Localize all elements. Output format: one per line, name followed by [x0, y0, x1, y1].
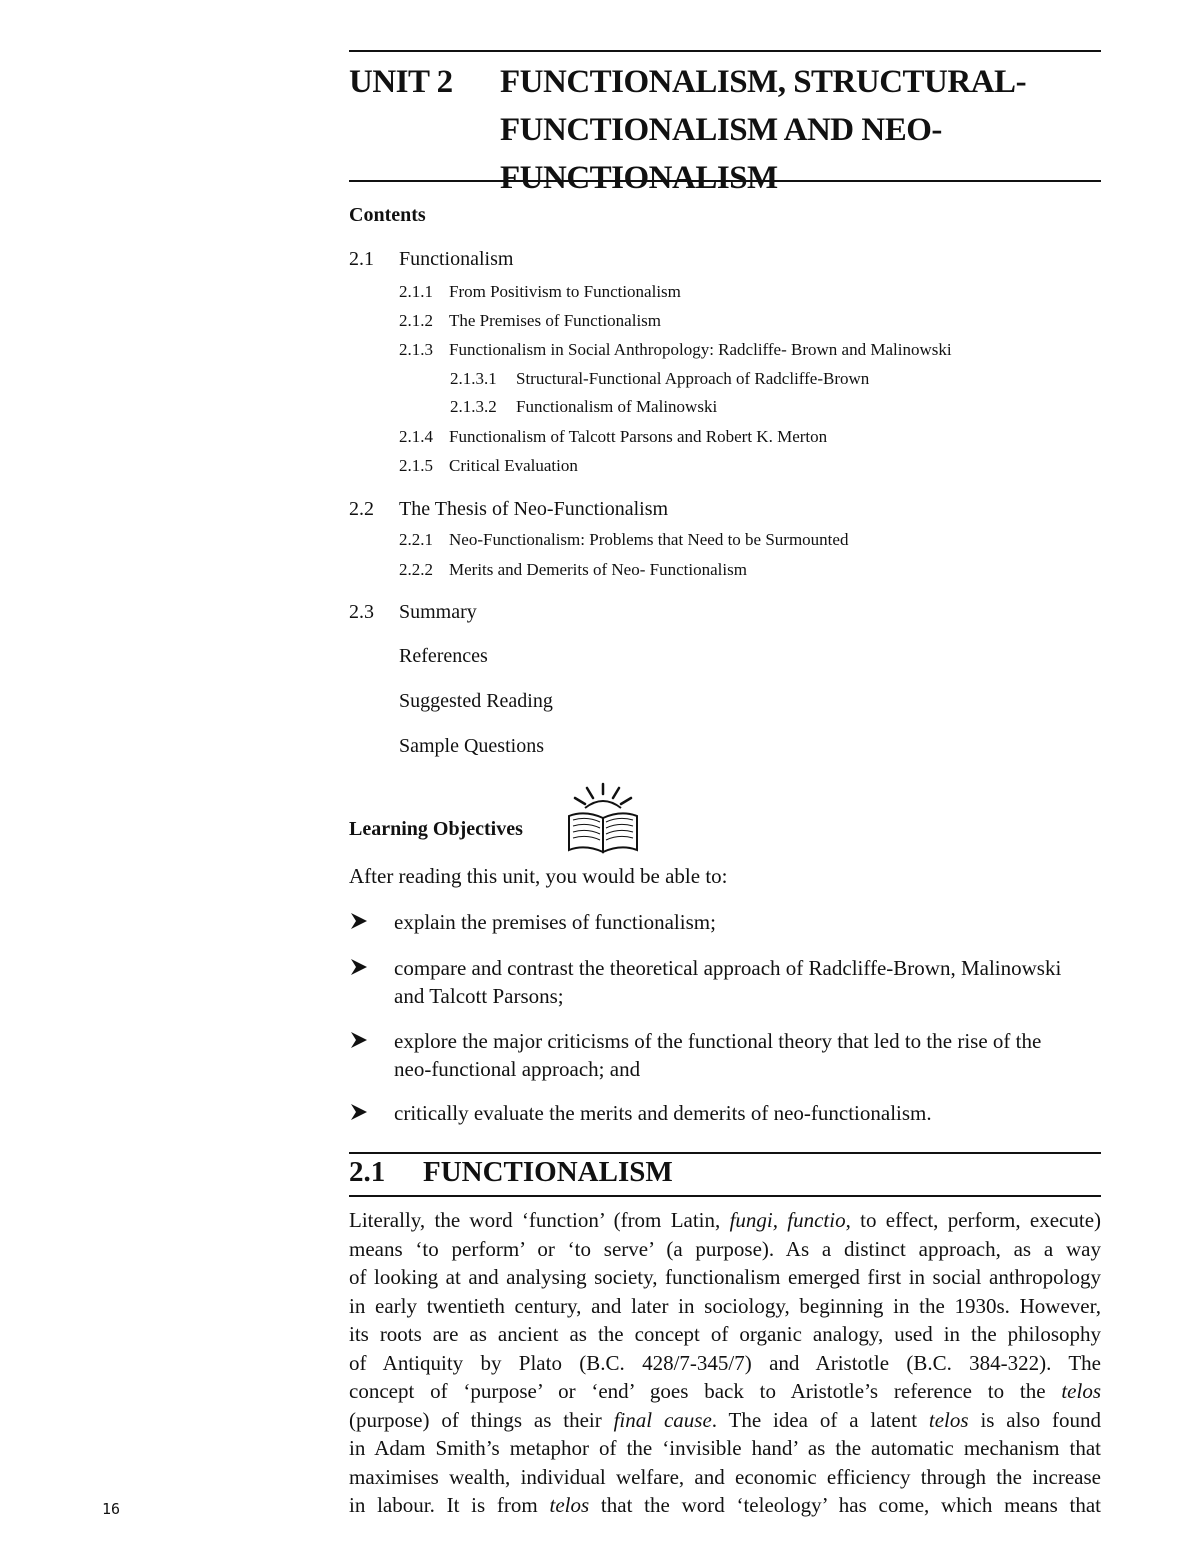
unit-title-line: FUNCTIONALISM — [500, 160, 778, 196]
body-line — [349, 1491, 1101, 1520]
learning-objectives-heading: Learning Objectives — [349, 818, 523, 840]
body-text-run: that the word ‘teleology’ has come, which means that — [589, 1493, 1101, 1517]
toc-item-2-1-5[interactable]: 2.1.5 Critical Evaluation — [399, 456, 578, 475]
body-line — [349, 1406, 1101, 1435]
section-rule-top — [349, 1152, 1101, 1154]
body-line — [349, 1263, 1101, 1292]
body-line — [349, 1206, 1101, 1235]
toc-item-sample-questions[interactable]: Sample Questions — [399, 735, 544, 757]
body-text-run: (purpose) of things as their — [349, 1407, 614, 1432]
book-icon — [565, 780, 641, 856]
toc-item-2-1-1[interactable]: 2.1.1 From Positivism to Functionalism — [399, 282, 681, 301]
body-text-run: Literally, the word ‘function’ (from Latin, — [349, 1208, 730, 1232]
body-text-run: in early twentieth century, and later in sociology, beginning in the 1930s. However, — [349, 1293, 1101, 1318]
section-rule-bottom — [349, 1195, 1101, 1197]
unit-number: UNIT 2 — [349, 64, 453, 100]
body-line — [349, 1463, 1101, 1492]
toc-item-2-2[interactable]: 2.2 The Thesis of Neo-Functionalism — [349, 498, 669, 520]
arrow-bullet-icon — [349, 911, 369, 931]
body-line — [349, 1434, 1101, 1463]
body-text-run: of looking at and analysing society, functionalism emerged first in social anthropology — [349, 1265, 1101, 1289]
toc-item-2-1-3[interactable]: 2.1.3 Functionalism in Social Anthropology: Radcliffe- Brown and Malinowski — [399, 340, 952, 359]
toc-item-references[interactable]: References — [399, 645, 488, 667]
body-line — [349, 1349, 1101, 1378]
section-title: FUNCTIONALISM — [423, 1156, 673, 1188]
body-paragraph — [349, 1206, 1101, 1520]
page-number: 16 — [102, 1500, 121, 1518]
toc-item-2-1[interactable]: 2.1 Functionalism — [349, 248, 514, 270]
contents-heading: Contents — [349, 204, 426, 226]
body-line — [349, 1320, 1101, 1349]
toc-item-2-1-4[interactable]: 2.1.4 Functionalism of Talcott Parsons and Robert K. Merton — [399, 427, 828, 446]
italic-term: telos — [549, 1493, 590, 1517]
arrow-bullet-icon — [349, 1102, 369, 1122]
unit-title-line: FUNCTIONALISM, STRUCTURAL- — [500, 64, 1027, 100]
body-text-run: concept of ‘purpose’ or ‘end’ goes back to Aristotle’s reference to the — [349, 1379, 1062, 1403]
body-text-run: maximises wealth, individual welfare, and economic efficiency through the increase — [349, 1464, 1101, 1489]
body-text-run: means ‘to perform’ or ‘to serve’ (a purpose). As a distinct approach, as a way — [349, 1236, 1101, 1261]
objective-item: compare and contrast the theoretical approach of Radcliffe-Brown, Malinowski and Talcott Parsons; — [349, 954, 1101, 1010]
arrow-bullet-icon — [349, 957, 369, 977]
toc-item-suggested-reading[interactable]: Suggested Reading — [399, 690, 553, 712]
toc-item-2-1-2[interactable]: 2.1.2 The Premises of Functionalism — [399, 311, 662, 330]
body-text-run: in Adam Smith’s metaphor of the ‘invisible hand’ as the automatic mechanism that — [349, 1436, 1101, 1460]
italic-term: final cause — [613, 1407, 712, 1432]
toc-item-2-1-3-2[interactable]: 2.1.3.2 Functionalism of Malinowski — [450, 397, 718, 416]
toc-item-2-1-3-1[interactable]: 2.1.3.1 Structural-Functional Approach of Radcliffe-Brown — [450, 369, 870, 388]
body-text-run: its roots are as ancient as the concept of organic analogy, used in the philosophy — [349, 1322, 1101, 1346]
objective-item: critically evaluate the merits and demerits of neo-functionalism. — [349, 1099, 1101, 1127]
italic-term: telos — [928, 1407, 969, 1432]
objective-item: explain the premises of functionalism; — [349, 908, 1101, 936]
toc-item-2-2-2[interactable]: 2.2.2 Merits and Demerits of Neo- Functionalism — [399, 560, 747, 579]
body-text-run: . The idea of a latent — [711, 1407, 929, 1432]
arrow-bullet-icon — [349, 1030, 369, 1050]
italic-term: telos — [1061, 1379, 1101, 1403]
section-number: 2.1 — [349, 1156, 386, 1188]
objective-item: explore the major criticisms of the functional theory that led to the rise of the neo-functional approach; and — [349, 1027, 1101, 1083]
body-text-run: , to effect, perform, execute) — [845, 1208, 1101, 1232]
body-text-run: of Antiquity by Plato (B.C. 428/7-345/7) and Aristotle (B.C. 384-322). The — [349, 1350, 1101, 1375]
body-line — [349, 1235, 1101, 1264]
toc-item-2-2-1[interactable]: 2.2.1 Neo-Functionalism: Problems that Need to be Surmounted — [399, 530, 849, 549]
unit-title-line: FUNCTIONALISM AND NEO- — [500, 112, 942, 148]
toc-item-2-3[interactable]: 2.3 Summary — [349, 601, 477, 623]
learning-objectives-intro: After reading this unit, you would be able to: — [349, 864, 728, 888]
body-line — [349, 1377, 1101, 1406]
body-text-run: in labour. It is from — [349, 1493, 550, 1517]
italic-term: fungi, functio — [729, 1208, 846, 1232]
section-heading — [349, 1156, 673, 1189]
body-line — [349, 1292, 1101, 1321]
body-text-run: is also found — [968, 1407, 1101, 1432]
header-rule — [349, 180, 1101, 182]
